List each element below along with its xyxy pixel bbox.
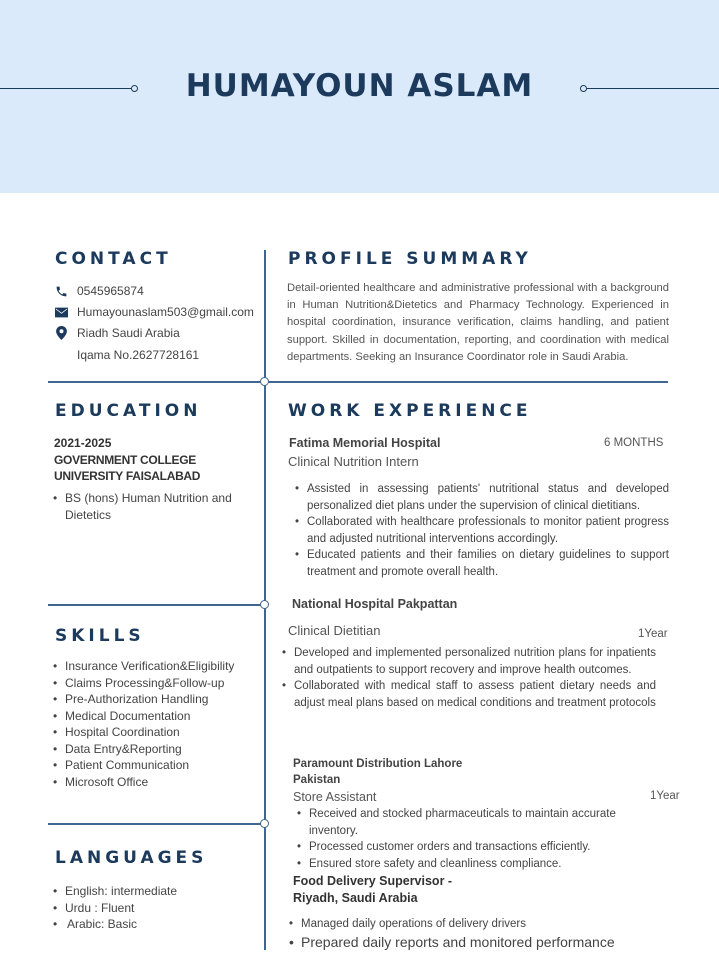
job-company: National Hospital Pakpattan (292, 597, 458, 611)
experience-heading: WORK EXPERIENCE (288, 401, 532, 421)
job-role: Clinical Nutrition Intern (288, 454, 419, 469)
separator-node (260, 819, 269, 828)
education-years: 2021-2025 (54, 436, 112, 450)
education-degree: • BS (hons) Human Nutrition and Dietetics (53, 490, 253, 523)
job-role: Clinical Dietitian (288, 623, 381, 638)
job-company: Paramount Distribution Lahore Pakistan (293, 758, 463, 786)
separator-node (260, 600, 269, 609)
skill-item: • Patient Communication (53, 757, 258, 774)
job-bullet: • Managed daily operations of delivery drivers (289, 916, 669, 932)
job-duration: 1Year (638, 628, 668, 640)
header-right-dot (580, 85, 587, 92)
contact-phone: 0545965874 (54, 284, 144, 298)
education-list (53, 490, 253, 523)
skill-item: • Medical Documentation (53, 708, 258, 725)
separator-education (48, 604, 265, 606)
language-item: • Arabic: Basic (53, 916, 258, 933)
job-duration: 6 MONTHS (604, 437, 664, 449)
language-item: • Urdu : Fluent (53, 900, 258, 917)
profile-summary: Detail-oriented healthcare and administrative professional with a background in Human Nutrition&Dietetics and Pharmacy Technology. Experienced in hospital coordination, insurance verification, claims handling, and patient support. Skilled in documentation, reporting, and coordination with medical departments. Seeking an Insurance Coordinator role in Saudi Arabia. (287, 282, 669, 363)
map-pin-icon (54, 326, 68, 340)
skill-item: • Microsoft Office (53, 774, 258, 791)
skill-item: • Data Entry&Reporting (53, 741, 258, 758)
separator-skills (48, 823, 265, 825)
contact-location: Riadh Saudi Arabia (54, 326, 180, 340)
job-bullet: • Assisted in assessing patients' nutritional status and developed personalized diet plans under the supervision of clinical dietitians. (295, 481, 669, 514)
mail-icon (54, 305, 68, 319)
skill-item: • Insurance Verification&Eligibility (53, 658, 258, 675)
contact-email: Humayounaslam503@gmail.com (54, 305, 254, 319)
job-bullet: • Received and stocked pharmaceuticals to maintain accurate inventory. (297, 806, 637, 839)
separator-node (260, 377, 269, 386)
contact-iqama: Iqama No.2627728161 (77, 348, 200, 362)
job-bullet: • Prepared daily reports and monitored performance (289, 932, 669, 952)
job-bullet: • Collaborated with healthcare professionals to monitor patient progress and adjusted nutritional interventions accordingly. (295, 514, 669, 547)
languages-heading: LANGUAGES (55, 848, 207, 868)
phone-icon (54, 284, 68, 298)
language-item: • English: intermediate (53, 883, 258, 900)
job-company: Fatima Memorial Hospital (289, 436, 441, 450)
contact-heading: CONTACT (55, 249, 172, 269)
skill-item: • Claims Processing&Follow-up (53, 675, 258, 692)
job-bullet: • Educated patients and their families on dietary guidelines to support treatment and promote overall health. (295, 547, 669, 580)
header-right-line (587, 88, 719, 89)
job-role: Store Assistant (293, 790, 377, 804)
separator-contact (48, 381, 668, 383)
skills-heading: SKILLS (55, 626, 145, 646)
job-bullet: • Processed customer orders and transactions efficiently. (297, 839, 637, 856)
skill-item: • Pre-Authorization Handling (53, 691, 258, 708)
skills-list (53, 658, 258, 790)
profile-heading: PROFILE SUMMARY (288, 249, 532, 269)
job-bullet: • Ensured store safety and cleanliness compliance. (297, 856, 637, 873)
languages-list (53, 883, 258, 933)
job-bullet: • Collaborated with medical staff to assess patient dietary needs and adjust meal plans based on medical conditions and treatment protocols (282, 678, 656, 711)
job-bullets (297, 806, 637, 872)
job-company: Food Delivery Supervisor - Riyadh, Saudi Arabia (293, 874, 453, 905)
skill-item: • Hospital Coordination (53, 724, 258, 741)
education-heading: EDUCATION (55, 401, 201, 421)
candidate-name: HUMAYOUN ASLAM (185, 68, 534, 104)
job-bullets (282, 645, 656, 711)
education-school: GOVERNMENT COLLEGE UNIVERSITY FAISALABAD (54, 453, 201, 483)
job-bullets (295, 481, 669, 580)
job-bullets (289, 916, 669, 952)
header-banner (0, 0, 719, 193)
job-bullet: • Developed and implemented personalized nutrition plans for inpatients and outpatients to support recovery and improve health outcomes. (282, 645, 656, 678)
job-duration: 1Year (650, 790, 680, 802)
